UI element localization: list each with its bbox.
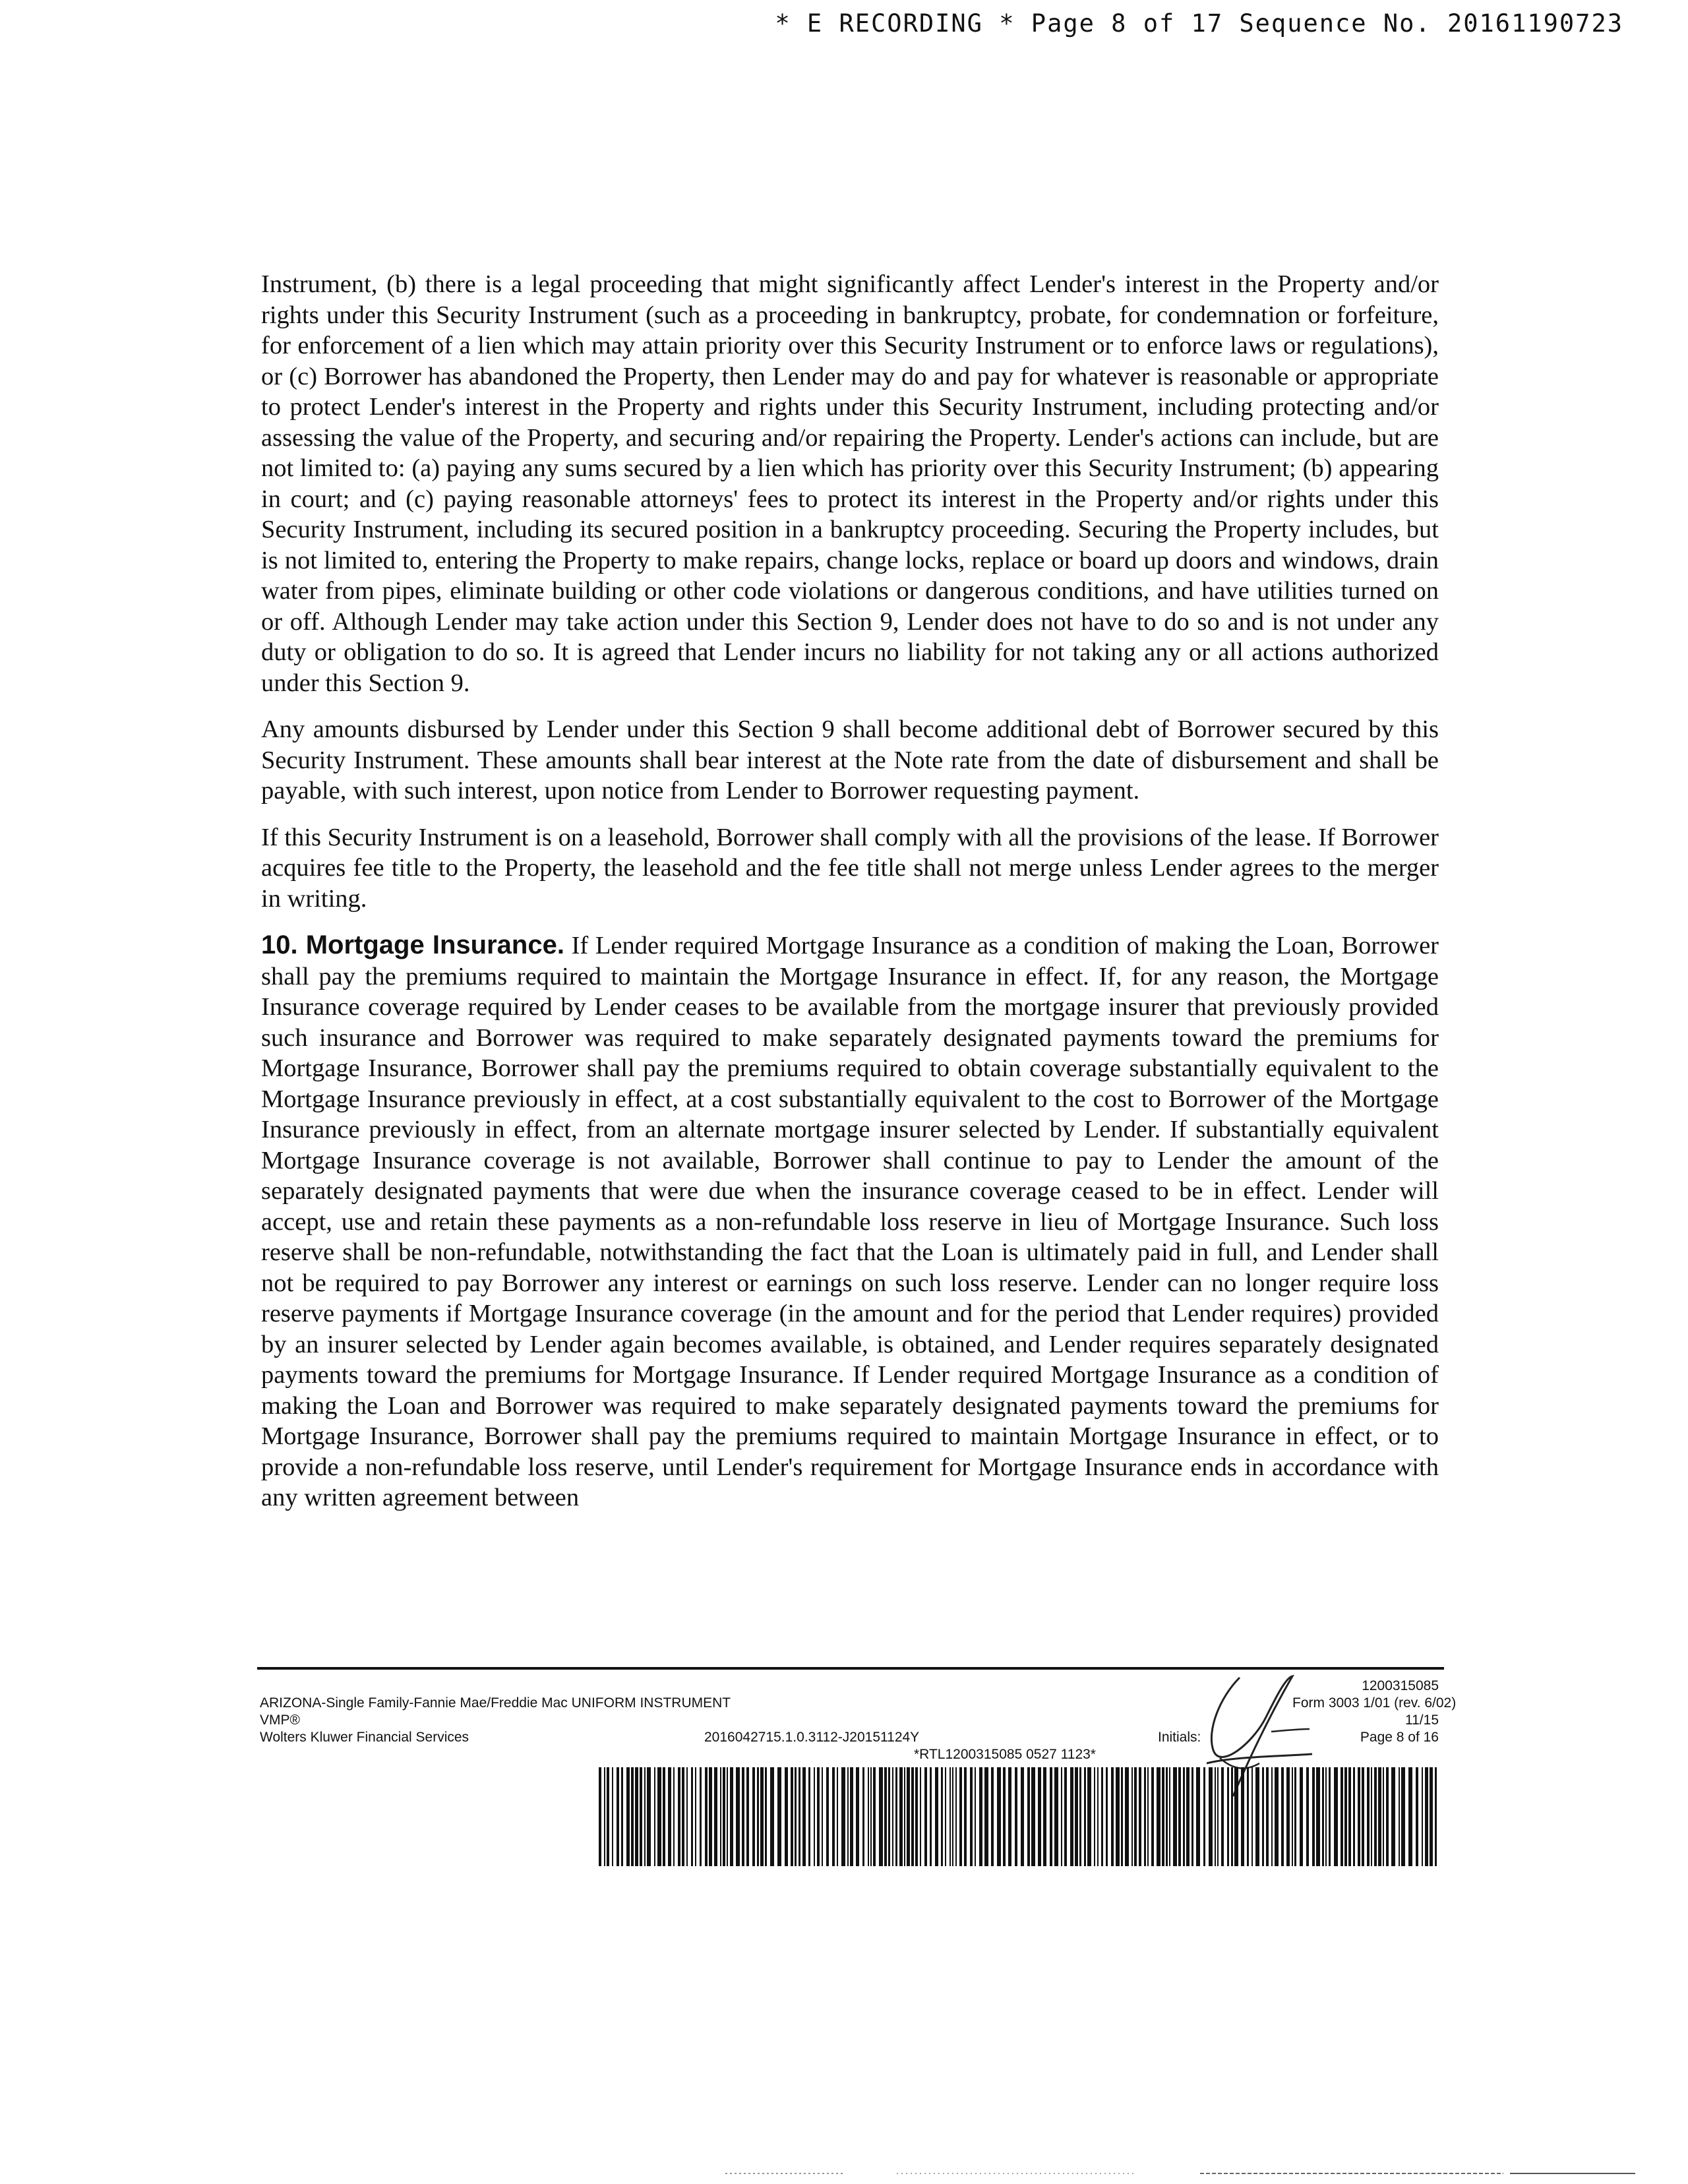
footer-initials-label: Initials:: [1158, 1730, 1201, 1745]
footer-form-date: 11/15: [1405, 1713, 1439, 1728]
recording-header: * E RECORDING * Page 8 of 17 Sequence No. 20161190723: [775, 9, 1623, 38]
footer-form-info: [260, 1695, 731, 1746]
paragraph-section9-continued: Instrument, (b) there is a legal proceeding that might significantly affect Lender's interest in the Property and/or rights under this Security Instrument (such as a proceeding in bankruptcy, probate, for condemnation or forfeiture, for enforcement of a lien which may attain priority over this Security Instrument or to enforce laws or regulations), or (c) Borrower has abandoned the Property, then Lender may do and pay for whatever is reasonable or appropriate to protect Lender's interest in the Property and rights under this Security Instrument, including protecting and/or assessing the value of the Property, and securing and/or repairing the Property. Lender's actions can include, but are not limited to: (a) paying any sums secured by a lien which has priority over this Security Instrument; (b) appearing in court; and (c) paying reasonable attorneys' fees to protect its interest in the Property and/or rights under this Security Instrument, including its secured position in a bankruptcy proceeding. Securing the Property includes, but is not limited to, entering the Property to make repairs, change locks, replace or board up doors and windows, drain water from pipes, eliminate building or other code violations or dangerous conditions, and have utilities turned on or off. Although Lender may take action under this Section 9, Lender does not have to do so and is not under any duty or obligation to do so. It is agreed that Lender incurs no liability for not taking any or all actions authorized under this Section 9.: [261, 270, 1439, 697]
barcode-caption: *RTL1200315085 0527 1123*: [914, 1747, 1096, 1762]
footer-vmp: VMP®: [260, 1713, 300, 1728]
section10-text: If Lender required Mortgage Insurance as a condition of making the Loan, Borrower shall pay the premiums required to maintain the Mortgage Insurance in effect. If, for any reason, the Mortgage Insurance coverage required by Lender ceases to be available from the mortgage insurer that previously provided such insurance and Borrower was required to make separately designated payments toward the premiums for Mortgage Insurance, Borrower shall pay the premiums required to obtain coverage substantially equivalent to the Mortgage Insurance previously in effect, at a cost substantially equivalent to the cost to Borrower of the Mortgage Insurance previously in effect, from an alternate mortgage insurer selected by Lender. If substantially equivalent Mortgage Insurance coverage is not available, Borrower shall continue to pay to Lender the amount of the separately designated payments that were due when the insurance coverage ceased to be in effect. Lender will accept, use and retain these payments as a non-refundable loss reserve in lieu of Mortgage Insurance. Such loss reserve shall be non-refundable, notwithstanding the fact that the Loan is ultimately paid in full, and Lender shall not be required to pay Borrower any interest or earnings on such loss reserve. Lender can no longer require loss reserve payments if Mortgage Insurance coverage (in the amount and for the period that Lender requires) provided by an insurer selected by Lender again becomes available, is obtained, and Lender requires separately designated payments toward the premiums for Mortgage Insurance. If Lender required Mortgage Insurance as a condition of making the Loan and Borrower was required to make separately designated payments toward the premiums for Mortgage Insurance, Borrower shall pay the premiums required to maintain Mortgage Insurance in effect, or to provide a non-refundable loss reserve, until Lender's requirement for Mortgage Insurance ends in accordance with any written agreement between: [261, 932, 1439, 1511]
footer-form-title: ARIZONA-Single Family-Fannie Mae/Freddie Mac UNIFORM INSTRUMENT: [260, 1695, 731, 1711]
document-body: [261, 269, 1439, 1529]
footer-form-number: Form 3003 1/01 (rev. 6/02): [1292, 1695, 1457, 1711]
paragraph-leasehold: If this Security Instrument is on a leasehold, Borrower shall comply with all the provisions of the lease. If Borrower acquires fee title to the Property, the leasehold and the fee title shall not merge unless Lender agrees to the merger in writing.: [261, 823, 1439, 913]
paragraph-disbursed-amounts: Any amounts disbursed by Lender under this Section 9 shall become additional debt of Borrower secured by this Security Instrument. These amounts shall bear interest at the Note rate from the date of disbursement and shall be payable, with such interest, upon notice from Lender to Borrower requesting payment.: [261, 715, 1439, 804]
paragraph-section10: [261, 930, 1439, 1513]
footer-page-label: Page 8 of 16: [1360, 1730, 1439, 1745]
section10-heading: 10. Mortgage Insurance.: [261, 930, 564, 959]
scan-edge-marks: [725, 2166, 1648, 2179]
footer-divider: [257, 1667, 1444, 1670]
footer-publisher: Wolters Kluwer Financial Services: [260, 1730, 469, 1745]
footer-doc-code: 2016042715.1.0.3112-J20151124Y: [704, 1730, 920, 1745]
footer-loan-number: 1200315085: [1362, 1678, 1439, 1693]
barcode-icon: [596, 1767, 1440, 1866]
